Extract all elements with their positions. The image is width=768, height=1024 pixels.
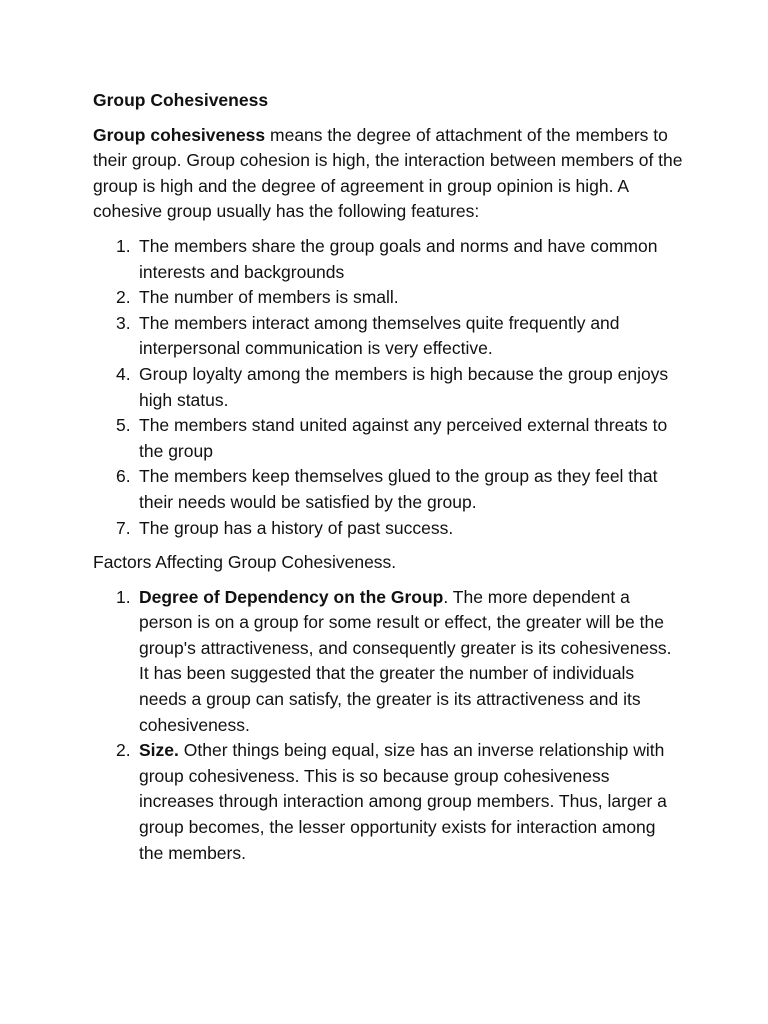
list-item-text: The members stand united against any perceived external threats to the group <box>139 415 668 461</box>
list-item-text: The members keep themselves glued to the group as they feel that their needs would be satisfied by the group. <box>139 466 658 512</box>
intro-paragraph <box>93 123 683 225</box>
list-item-number: 4. <box>116 363 131 384</box>
list-item <box>93 516 683 542</box>
list-item <box>93 234 683 285</box>
list-item-number: 1. <box>116 235 131 256</box>
list-item-number: 1. <box>116 586 131 607</box>
list-item <box>93 413 683 464</box>
list-item-text: The group has a history of past success. <box>139 517 454 538</box>
factor-title: Size. <box>139 740 179 761</box>
list-item-number: 6. <box>116 466 131 487</box>
list-item-number: 2. <box>116 287 131 308</box>
list-item-number: 2. <box>116 740 131 761</box>
list-item-text: The number of members is small. <box>139 287 399 308</box>
factors-heading: Factors Affecting Group Cohesiveness. <box>93 552 397 573</box>
list-item <box>93 585 683 739</box>
list-item-number: 3. <box>116 312 131 333</box>
features-list <box>93 234 683 541</box>
factor-title: Degree of Dependency on the Group <box>139 586 444 607</box>
list-item-text: Group loyalty among the members is high because the group enjoys high status. <box>139 363 669 410</box>
list-item <box>93 738 683 866</box>
list-item-text: The members interact among themselves quite frequently and interpersonal communication is very effective. <box>139 312 620 359</box>
list-item-number: 5. <box>116 415 131 436</box>
document-content <box>93 88 683 875</box>
list-item <box>93 464 683 515</box>
list-item-number: 7. <box>116 517 131 538</box>
factor-text: . The more dependent a person is on a group for some result or effect, the greater will be the group's attractiveness, and consequently greater is its cohesiveness. It has been suggested that the greater the number of individuals needs a group can satisfy, the greater is its attractiveness and its cohesiveness. <box>139 586 672 735</box>
document-title: Group Cohesiveness <box>93 90 269 110</box>
list-item <box>93 285 683 311</box>
list-item <box>93 311 683 362</box>
factors-list <box>93 585 683 867</box>
list-item <box>93 362 683 413</box>
intro-bold-term: Group cohesiveness <box>93 124 266 145</box>
list-item-text: The members share the group goals and norms and have common interests and backgrounds <box>139 235 658 282</box>
factor-text: Other things being equal, size has an inverse relationship with group cohesiveness. This is so because group cohesiveness increases through interaction among group members. Thus, larger a group becomes, the lesser opportunity exists for interaction among the members. <box>139 740 667 863</box>
intro-text: means the degree of attachment of the members to their group. Group cohesion is high, the interaction between members of the group is high and the degree of agreement in group opinion is high. A cohesive group usually has the following features: <box>93 124 683 222</box>
